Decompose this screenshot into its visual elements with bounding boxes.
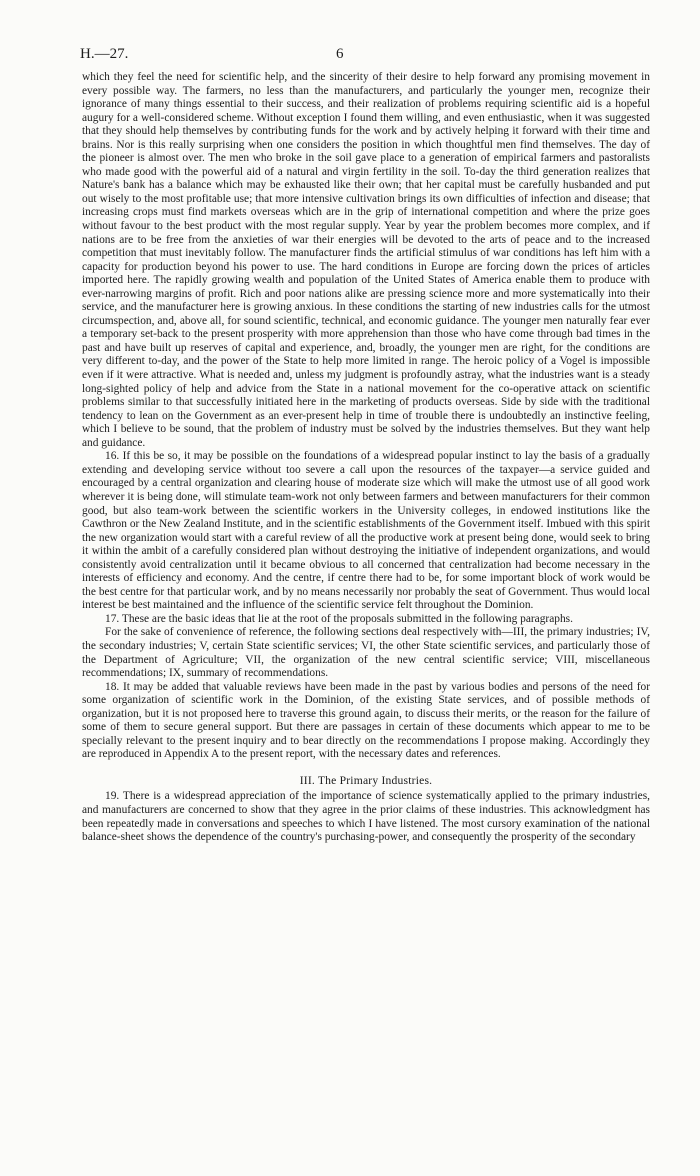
body-text: [82, 71, 650, 845]
document-id: H.—27.: [80, 46, 129, 62]
paragraph-16: 16. If this be so, it may be possible on the foundations of a widespread popular instinct to lay the basis of a gradually extending and developing service without too severe a call upon the resources of the taxpayer—a service guided and encouraged by a central organization and clearing house of moderate size which will make the utmost use of all good work wherever it is being done, will stimulate team-work not only between farmers and between manufacturers for their common good, but also team-work between the scientific workers in the University colleges, in endowed institutions like the Cawthron or the New Zealand Institute, and in the scientific establishments of the Government itself. Imbued with this spirit the new organization would start with a careful review of all the productive work at present being done, would seek to bring it within the ambit of a carefully considered plan without destroying the initiative of independent organizations, and would consistently avoid centralization until it became obvious to all concerned that centralization had become necessary in the interests of efficiency and economy. And the centre, if centre there had to be, for some important block of work would be the best centre for that particular work, and by no means necessarily nor probably the seat of Government. Thus would local interest be best maintained and the influence of the scientific service felt throughout the Dominion.: [82, 450, 650, 612]
paragraph: which they feel the need for scientific help, and the sincerity of their desire to help forward any promising movement in every possible way. The farmers, no less than the manufacturers, and particularly the younger men, recognize their ignorance of many things essential to their success, and their realization of problems requiring scientific aid is a hopeful augury for a well-considered scheme. Without exception I found them willing, and even enthusiastic, when it was suggested that they should help themselves by contributing funds for the work and by actively helping it forward with their time and brains. Nor is this really surprising when one considers the position in which thoughtful men find themselves. The day of the pioneer is almost over. The men who broke in the soil gave place to a generation of empirical farmers and pastoralists who made good with the powerful aid of a natural and virgin fertility in the soil. To-day the third generation realizes that Nature's bank has a balance which may be exhausted like their own; that her capital must be carefully husbanded and put out wisely to the most profitable use; that more intensive cultivation brings its own difficulties of infection and disease; that increasing crops must find markets overseas which are in the grip of international competition and where the prize goes without favour to the best product with the most regular supply. Year by year the problem becomes more complex, and if nations are to be free from the anxieties of war their energies will be devoted to the arts of peace and to the increased competition that must inevitably follow. The manufacturer finds the artificial stimulus of war conditions has left him with a capacity for production beyond his power to use. The hard conditions in Europe are forcing down the prices of articles imported here. The rapidly growing wealth and population of the United States of America enable them to produce with ever-narrowing margins of profit. Rich and poor nations alike are pressing science more and more systematically into their service, and the manufacturer here is growing anxious. In these conditions the starting of new industries calls for the utmost circumspection, and, above all, for sound scientific, technical, and economic guidance. The younger men naturally fear ever a temporary set-back to the present prosperity with more apprehension than those who have come through bad times in the past and have built up reserves of capital and experience, and, broadly, the younger men are right, for the conditions are very different to-day, and the power of the State to help more limited in range. The heroic policy of a Vogel is impossible even if it were attractive. What is needed and, unless my judgment is profoundly astray, what the industries want is a steady long-sighted policy of help and advice from the State in a national movement for the co-operative attack on scientific problems similar to that successfully initiated here in the marketing of products overseas. Side by side with the traditional tendency to lean on the Government as an ever-present help in time of trouble there is undoubtedly an instinctive feeling, which I believe to be sound, that the problem of industry must be solved by the industries themselves. But they want help and guidance.: [82, 71, 650, 449]
section-heading: III. The Primary Industries.: [299, 773, 433, 787]
page-number: 6: [336, 46, 344, 62]
paragraph-17: 17. These are the basic ideas that lie at the root of the proposals submitted in the following paragraphs.: [105, 612, 573, 625]
paragraph-19: 19. There is a widespread appreciation of the importance of science systematically applied to the primary industries, and manufacturers are concerned to show that they agree in the prior claims of these industries. This acknowledgment has been repeatedly made in conversations and speeches to which I have listened. The most cursory examination of the national balance-sheet shows the dependence of the country's purchasing-power, and consequently the prosperity of the secondary: [82, 790, 650, 844]
paragraph-18: 18. It may be added that valuable reviews have been made in the past by various bodies and persons of the need for some organization of scientific work in the Dominion, of the existing State services, and of possible methods of organization, but it is not proposed here to traverse this ground again, to discuss their merits, or the reason for the failure of some of them to secure general support. But there are passages in certain of these documents which appear to me to be specially relevant to the present inquiry and to bear directly on the recommendations I propose making. Accordingly they are reproduced in Appendix A to the present report, with the necessary dates and references.: [82, 680, 650, 761]
page-header: [82, 40, 650, 64]
paragraph-sections-reference: For the sake of convenience of reference, the following sections deal respectively with—III, the primary industries; IV, the secondary industries; V, certain State scientific services; VI, the other State scientific services, and particularly those of the Department of Agriculture; VII, the organization of the new central scientific service; VIII, miscellaneous recommendations; IX, summary of recommendations.: [82, 626, 650, 680]
